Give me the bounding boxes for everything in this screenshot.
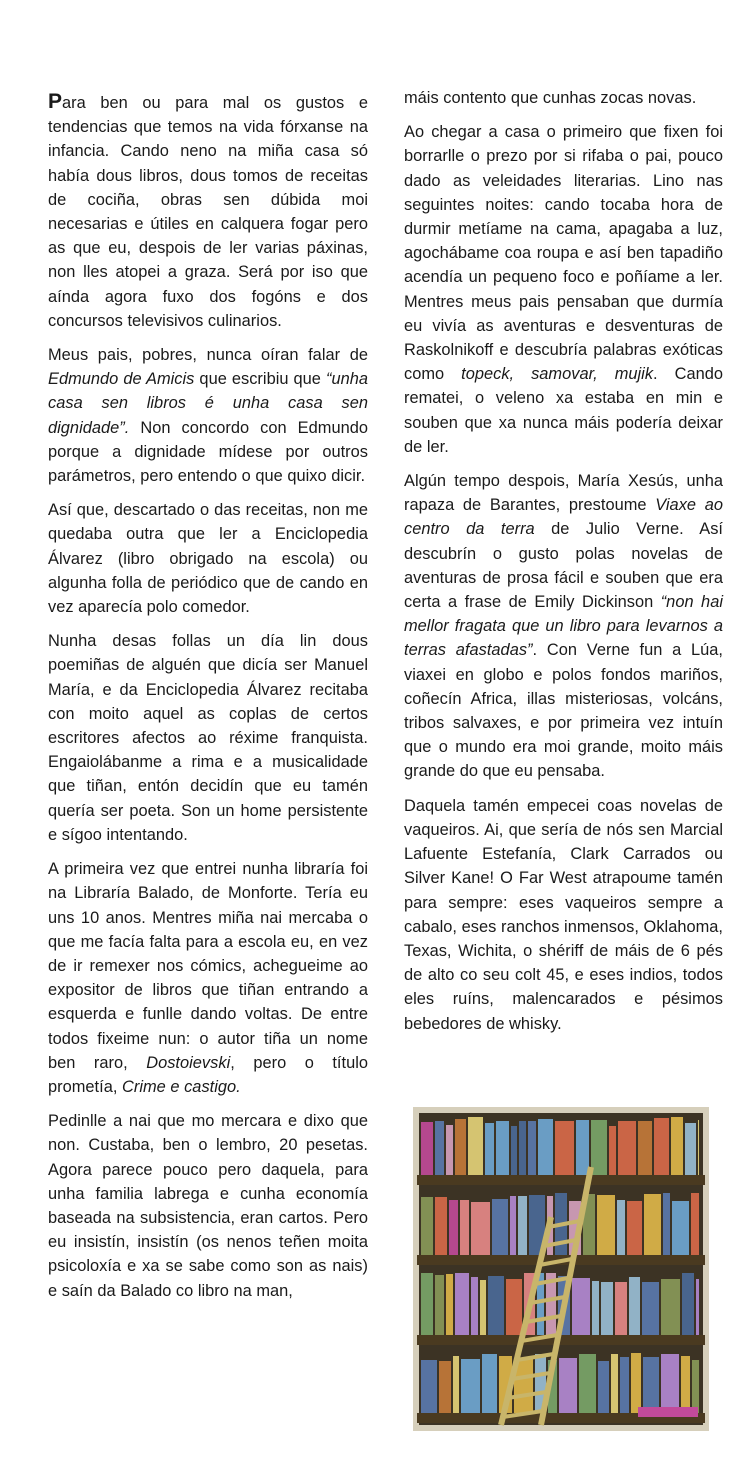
paragraph-verne bbox=[404, 469, 723, 784]
book-spine bbox=[617, 1200, 625, 1255]
book-spine bbox=[446, 1125, 453, 1175]
book-spine bbox=[482, 1354, 497, 1413]
paragraph-encyclopedia: Así que, descartado o das receitas, non me quedaba outra que ler a Enciclopedia Álvarez (libro obrigado na escola) ou algunha folla de periódico que de cando en vez aparecía polo comedor. bbox=[48, 501, 368, 617]
book-spine bbox=[611, 1354, 618, 1413]
paragraph-text: . Cando rematei, o veleno xa estaba en min e souben que xa nunca máis podería deixar de ler. bbox=[404, 365, 723, 456]
book-spine bbox=[519, 1121, 526, 1175]
paragraph-bookstore bbox=[48, 857, 368, 1099]
paragraph-text: Ao chegar a casa o primeiro que fixen foi borrarlle o prezo por si rifaba o pai, pouco dado as veleidades literarias. Lino nas seguintes noites: cando tocaba hora de durmir metíame na cama, apagaba a luz, agochábame coa roupa e así ben tapadiño acendía un pequeno foco e poñíame a ler. Mentres meus pais pensaban que durmía eu vivía as aventuras e desventuras de Raskolnikoff e descubría palabras exóticas como bbox=[404, 123, 723, 384]
book-spine bbox=[643, 1357, 659, 1413]
book-spine bbox=[685, 1123, 696, 1175]
paragraph-text: Algún tempo despois, María Xesús, unha rapaza de Barantes, prestoume bbox=[404, 472, 723, 515]
book-spine bbox=[421, 1197, 433, 1255]
book-spine bbox=[598, 1361, 609, 1413]
book-spine bbox=[421, 1273, 433, 1335]
book-spine bbox=[692, 1360, 699, 1413]
quote: “unha casa sen libros é unha casa sen dignidade”. bbox=[48, 370, 368, 437]
paragraph-amicis bbox=[48, 343, 368, 488]
paragraph-childhood-books bbox=[48, 90, 368, 333]
book-title: Crime e castigo. bbox=[122, 1077, 241, 1096]
exotic-words: topeck, samovar, mujik bbox=[461, 365, 654, 384]
paragraph-text: , pero o título prometía, bbox=[48, 1053, 368, 1096]
drop-cap: P bbox=[48, 90, 63, 113]
book-spine bbox=[576, 1120, 589, 1175]
book-spine bbox=[492, 1199, 508, 1255]
shelf-board bbox=[417, 1175, 705, 1185]
paragraph-text: de Julio Verne. Así descubrín o gusto polas novelas de aventuras de prosa fácil e souben que era certa a frase de Emily Dickinson bbox=[404, 520, 723, 612]
book-spine bbox=[480, 1280, 486, 1335]
book-spine bbox=[642, 1282, 659, 1335]
book-spine bbox=[468, 1117, 483, 1175]
book-spine bbox=[528, 1121, 536, 1175]
book-spine bbox=[572, 1278, 590, 1335]
book-spine bbox=[618, 1121, 636, 1175]
book-spine bbox=[592, 1281, 599, 1335]
quote: “non hai mellor fragata que un libro para levarnos a terras afastadas” bbox=[404, 593, 723, 660]
paragraph-text: que escribiu que bbox=[194, 370, 326, 389]
book-spine bbox=[661, 1279, 680, 1335]
book-spine bbox=[615, 1282, 627, 1335]
author-name: Edmundo de Amicis bbox=[48, 370, 195, 389]
book-spine bbox=[435, 1121, 444, 1175]
book-spine bbox=[449, 1200, 458, 1255]
left-column bbox=[48, 90, 368, 1313]
book-spine bbox=[681, 1356, 690, 1413]
paragraph-text: Non concordo con Edmundo porque a dignidade mídese por outros parámetros, pero entendo o que quixo dicir. bbox=[48, 418, 368, 486]
book-spine bbox=[671, 1117, 683, 1175]
book-spine bbox=[461, 1359, 480, 1413]
book-spine bbox=[446, 1274, 453, 1335]
book-spine bbox=[460, 1200, 469, 1255]
right-column bbox=[404, 86, 723, 1046]
book-spine bbox=[421, 1360, 437, 1413]
book-spine bbox=[698, 1120, 699, 1175]
book-spine bbox=[488, 1276, 504, 1335]
book-spine bbox=[644, 1194, 661, 1255]
book-spine bbox=[453, 1356, 459, 1413]
book-spine bbox=[455, 1273, 469, 1335]
book-spine bbox=[609, 1126, 616, 1175]
book-spine bbox=[620, 1357, 629, 1413]
book-spine bbox=[455, 1119, 466, 1175]
book-spine bbox=[421, 1122, 433, 1175]
book-spine bbox=[435, 1197, 447, 1255]
book-title: Viaxe ao centro da terra bbox=[404, 496, 723, 539]
book-spine bbox=[471, 1277, 478, 1335]
bookshelf-image bbox=[413, 1107, 709, 1431]
paragraph-text: A primeira vez que entrei nunha libraría foi na Libraría Balado, de Monforte. Tería eu uns 10 anos. Mentres miña nai mercaba o que me facía falta para a escola eu, en vez de ir remexer nos cómics, achegueime ao expositor de libros que tiñan entrando a esquerda e funlle dando voltas. De entre todos fixeime nun: o autor tiña un nome ben raro, bbox=[48, 860, 368, 1072]
book-spine bbox=[663, 1193, 670, 1255]
paragraph-text: Meus pais, pobres, nunca oíran falar de bbox=[48, 346, 368, 365]
book-spine bbox=[661, 1354, 679, 1413]
book-spine bbox=[559, 1358, 577, 1413]
book-spine bbox=[496, 1121, 509, 1175]
book-spine bbox=[591, 1120, 607, 1175]
book-spine bbox=[511, 1126, 517, 1175]
book-spine bbox=[682, 1273, 694, 1335]
paragraph-text: ara ben ou para mal os gustos e tendencias que temos na vida fórxanse na infancia. Cando neno na miña casa só había dous libros, dous tomos de receitas de cociña, obras sen dúbida moi necesarias e útiles en calquera fogar pero as que eu, despois de ler varias páxinas, non lles atopei a graza. Será por iso que aínda agora fuxo dos fogóns e dos concursos televisivos culinarios. bbox=[48, 94, 368, 330]
book-spine bbox=[579, 1354, 596, 1413]
paragraph-text: . Con Verne fun a Lúa, viaxei en globo e polos fondos mariños, coñecín Africa, illas misteriosas, volcáns, tribos salvaxes, e por primeira vez intuín que o mundo era moi grande, moito máis grande do que eu pensaba. bbox=[404, 641, 723, 781]
book-spine bbox=[638, 1121, 652, 1175]
paragraph-reading-at-night bbox=[404, 120, 723, 459]
paragraph-mother: Pedinlle a nai que mo mercara e dixo que non. Custaba, ben o lembro, 20 pesetas. Agora parece pouco pero daquela, para unha familia labrega e cunha economía baseada na subsistencia, eran cartos. Pero eu insistín, insistín (os nenos teñen moita psicoloxía e xa se sabe como son as nais) e saín da Balado co libro na man, bbox=[48, 1112, 368, 1300]
paragraph-westerns: Daquela tamén empecei coas novelas de vaqueiros. Ai, que sería de nós sen Marcial Lafuente Estefanía, Clark Carrados ou Silver Kane! O Far West atrapoume tamén para sempre: eses vaqueiros sempre a cabalo, eses ranchos inmensos, Oklahoma, Texas, Wichita, o shériff de máis de 6 pés de alto co seu colt 45, e eses indios, todos eles ruíns, malencarados e pésimos bebedores de whisky. bbox=[404, 796, 723, 1033]
book-spine bbox=[538, 1119, 553, 1175]
book-spine bbox=[435, 1275, 444, 1335]
book-spine bbox=[510, 1196, 516, 1255]
book-spine bbox=[439, 1361, 451, 1413]
book-spine bbox=[627, 1201, 642, 1255]
bookshelf-illustration bbox=[413, 1107, 709, 1431]
book-spine bbox=[506, 1279, 522, 1335]
book-spine bbox=[629, 1277, 640, 1335]
book-spine bbox=[471, 1202, 490, 1255]
book-spine bbox=[696, 1279, 699, 1335]
author-name: Dostoievski bbox=[146, 1053, 231, 1072]
book-spine bbox=[518, 1196, 527, 1255]
book-spine bbox=[601, 1282, 613, 1335]
book-spine bbox=[654, 1118, 669, 1175]
book-spine bbox=[597, 1195, 615, 1255]
paragraph-contento: máis contento que cunhas zocas novas. bbox=[404, 89, 697, 107]
book-spine bbox=[691, 1193, 699, 1255]
book-spine bbox=[672, 1201, 689, 1255]
book-spine bbox=[631, 1353, 641, 1413]
book-spine bbox=[555, 1121, 574, 1175]
book-spine bbox=[485, 1123, 494, 1175]
paragraph-poems: Nunha desas follas un día lin dous poemiñas de alguén que dicía ser Manuel María, e da Enciclopedia Álvarez recitaba con moito aquel as coplas de certos escritores afectos ao réxime franquista. Engaiolábanme a rima e a musicalidade que tiñan, entón decidín que eu tamén quería ser poeta. Son un home persistente e sígoo intentando. bbox=[48, 632, 368, 844]
